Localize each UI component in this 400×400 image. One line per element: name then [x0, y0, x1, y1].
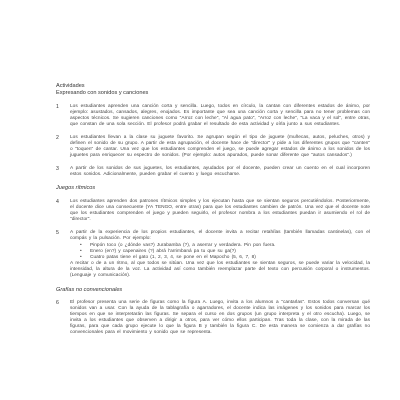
- activity-text: El profesor presenta una serie de figuras como la figura A. Luego, invita a los alumnos a "cantarlas". Estos todos conversan qué sonidos van a usar. Con la ayuda de la tablagrafía o agarradores, el docente indica las imágenes y los sonidos para marcar los tiempos en que se interpretarán las figuras. Se separa el curso en dos grupos (un grupo interpreta y el otro escucha). Luego, se invita a los estudiantes que observen a dirigir a otros, para ver cómo ellos participan. Tras toda la clase, con la mirada de las figuras, para que cada grupo ejecute lo que la figura B y también la figura C. De esta manera se comienza a dar grafías no convencionales para el movimiento y sonido que se representa.: [70, 300, 370, 336]
- activity-number: 2: [56, 135, 59, 142]
- section-heading: Juegos rítmicos: [56, 185, 96, 192]
- bullet-item: • Pinpón toco (o ¿dónde vas?) Jurabamba (?), a aserrar y verdadera. Pin pon fuera.: [80, 243, 370, 249]
- page-subtitle: Expresando con sonidos y canciones: [56, 89, 149, 96]
- activity-item: [56, 166, 370, 178]
- section-heading: Grafías no convencionales: [56, 286, 123, 293]
- activity-item: [56, 135, 370, 159]
- activity-number: 6: [56, 300, 59, 307]
- bullet-item: • Cuatro patas tiene el gato (1, 2, 3, 4, se pone en el Mapocho (5, 6, 7, 8): [80, 255, 370, 261]
- activity-text: A partir de la experiencia de los propios estudiantes, el docente invita a recitar retahílas (también llamadas cantinelas), con el compás y la pulsación. Por ejemplo:: [70, 230, 370, 242]
- activity-number: 1: [56, 104, 59, 110]
- bullet-item: • Enero (en?) y capenaires (?) abrá l'arrimbaná pa tu que su ga(?): [80, 249, 370, 255]
- bullet-list: [70, 243, 370, 261]
- page-title: Actividades: [56, 83, 85, 89]
- activity-item: [56, 300, 370, 336]
- activity-text: Los estudiantes aprenden una canción corta y sencilla. Luego, todos en círculo, la cantan con diferentes estados de ánimo, por ejemplo: asustados, cansados, alegres, enojados. Es importante que sea una canción corta y sencilla para no tener problemas con aspectos técnicos. Se sugieren canciones como "Arroz con leche", "Al agua pato", "Arroz con leche", "La vaca y el sol", entre otras, que constan de una sola sección. El profesor podrá grabar el resultado de esta actividad y oírla junto a sus estudiantes.: [70, 104, 370, 128]
- activity-text: Los estudiantes llevan a la clase su juguete favorito. Se agrupan según el tipo de juguete (muñecas, autos, peluches, otros) y definen el sonido de su grupo. A partir de esta agrupación, el docente hace de "director" y pide a los diferentes grupos que "canten" o "toquen" de cantar. Una vez que los estudiantes comprenden el juego, se puede agregar estados de ánimo a los sonidos de los juguetes para enriquecer su espectro de sonidos. (Por ejemplo: autos apurados, puede sonar diferente que "autos cansados".): [70, 135, 370, 159]
- activity-text: Los estudiantes aprenden dos patrones rítmicos simples y los ejecutan hasta que se sientan seguros percutiéndolos. Posteriormente, el docente dice una consecuente (YA TENGO, entre otras) para que los estudiantes cambien de patrón. Una vez que el docente note que los estudiantes comprenden el juego y pueden seguirlo, el profesor nombra a los estudiantes puedan ir asumiendo el rol de "director".: [70, 198, 370, 223]
- document-body: [56, 83, 370, 343]
- activity-number: 3: [56, 166, 59, 173]
- activity-item: [56, 230, 370, 279]
- activity-item: [56, 104, 370, 128]
- activity-number: 4: [56, 198, 59, 205]
- activity-text: A partir de los sonidos de sus juguetes, los estudiantes, ayudados por el docente, pueden crear un cuento en el cual incorporen estos sonidos. Adicionalmente, pueden grabar el cuento y luego escucharse.: [70, 166, 370, 178]
- activity-number: 5: [56, 230, 59, 237]
- activity-text-continued: A recitar o de a un ritmo, al que todos se sitúan. Una vez que los estudiantes se sientan seguros, se puede variar la velocidad, la intensidad, la altura de la voz. La actividad así como también reemplazar parte del texto con percusión corporal o instrumentos. (Lenguaje y comunicación).: [70, 261, 370, 279]
- activity-item: [56, 199, 370, 223]
- activity-text-block: [70, 230, 370, 279]
